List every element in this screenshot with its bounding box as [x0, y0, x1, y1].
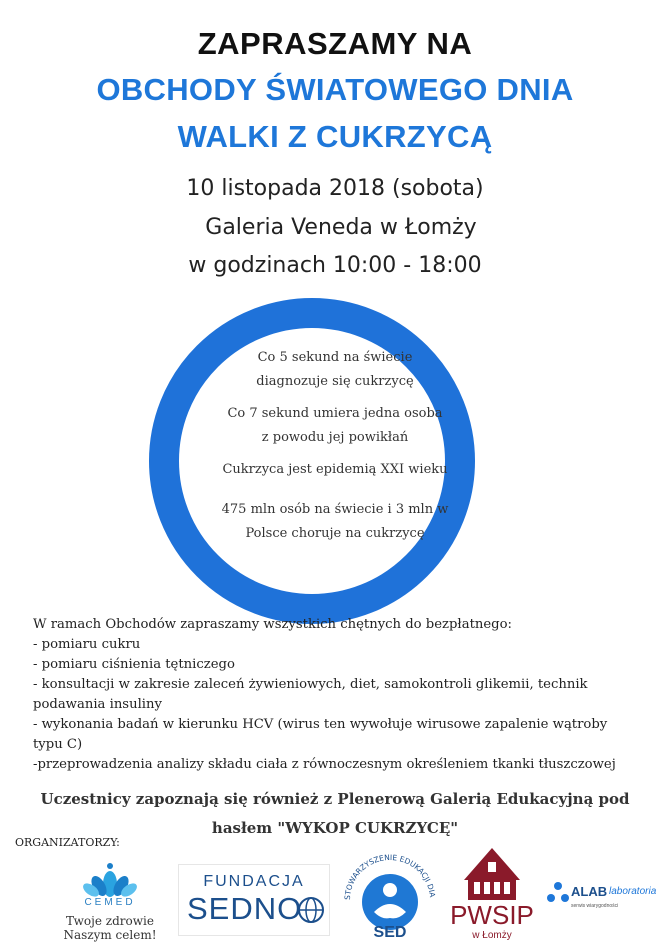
- sed-arc-text: STOWARZYSZENIE EDUKACJI DIA: [342, 852, 437, 901]
- fact-3: [200, 458, 470, 482]
- sed-name: SED: [373, 924, 407, 941]
- title-line-3: WALKI Z CUKRZYCĄ: [177, 119, 493, 154]
- cemed-slogan-2: Naszym celem!: [63, 928, 157, 942]
- organizers-label: ORGANIZATORZY:: [15, 836, 120, 849]
- fact-4-line-1: 475 mln osób na świecie i 3 mln w: [221, 502, 449, 517]
- sedno-name: SEDNO: [187, 891, 303, 926]
- alab-name: ALAB: [571, 884, 608, 899]
- pwsip-logo: [444, 840, 540, 945]
- sedno-top: FUNDACJA: [203, 873, 305, 890]
- fact-1-line-1: Co 5 sekund na świecie: [257, 350, 413, 365]
- sed-logo: [336, 838, 444, 944]
- cemed-logo: [55, 858, 165, 948]
- offer-item: - pomiaru ciśnienia tętniczego: [33, 657, 235, 672]
- offer-item: typu C): [33, 737, 83, 752]
- fact-1: [200, 346, 470, 394]
- fact-4: [200, 498, 470, 546]
- offer-item: - konsultacji w zakresie zaleceń żywieniowych, diet, samokontroli glikemii, technik: [33, 677, 588, 692]
- globe-icon: [297, 896, 325, 924]
- closing-line-2: hasłem "WYKOP CUKRZYCĘ": [211, 819, 459, 837]
- title-line-2: OBCHODY ŚWIATOWEGO DNIA: [96, 72, 574, 107]
- fact-2: [200, 402, 470, 450]
- fact-3-line-1: Cukrzyca jest epidemią XXI wieku: [222, 462, 448, 477]
- offer-item: - pomiaru cukru: [33, 637, 141, 652]
- alab-sub: laboratoria: [609, 886, 657, 897]
- fact-2-line-2: z powodu jej powikłań: [261, 430, 409, 445]
- alab-tag: serwis wiarygodności: [571, 903, 619, 909]
- event-place: Galeria Veneda w Łomży: [205, 215, 477, 240]
- cemed-name: CEMED: [84, 897, 136, 908]
- offer-item: podawania insuliny: [33, 697, 162, 712]
- pwsip-name: PWSIP: [450, 900, 534, 930]
- closing-line-1: Uczestnicy zapoznają się również z Plenerową Galerią Edukacyjną pod: [40, 790, 630, 808]
- cemed-slogan: [55, 914, 165, 942]
- alab-logo: [545, 878, 667, 918]
- closing-text: [0, 785, 670, 843]
- event-hours: w godzinach 10:00 - 18:00: [188, 253, 482, 278]
- offer-intro: W ramach Obchodów zapraszamy wszystkich chętnych do bezpłatnego:: [33, 617, 512, 632]
- building-icon: [444, 840, 540, 902]
- fact-2-line-1: Co 7 sekund umiera jedna osoba: [227, 406, 443, 421]
- cemed-slogan-1: Twoje zdrowie: [66, 914, 154, 928]
- alab-mark-icon: [545, 880, 571, 906]
- fact-4-line-2: Polsce choruje na cukrzycę: [245, 526, 425, 541]
- title-line-1: ZAPRASZAMY NA: [197, 26, 473, 61]
- offer-item: -przeprowadzenia analizy składu ciała z równoczesnym określeniem tkanki tłuszczowej: [33, 757, 616, 772]
- offer-list: [33, 615, 658, 775]
- sedno-logo: [178, 864, 330, 936]
- offer-item: - wykonania badań w kierunku HCV (wirus ten wywołuje wirusowe zapalenie wątroby: [33, 717, 608, 732]
- fact-1-line-2: diagnozuje się cukrzycę: [256, 374, 414, 389]
- event-date: 10 listopada 2018 (sobota): [186, 176, 484, 201]
- lotus-icon: [55, 858, 165, 898]
- pwsip-city: w Łomży: [472, 930, 512, 941]
